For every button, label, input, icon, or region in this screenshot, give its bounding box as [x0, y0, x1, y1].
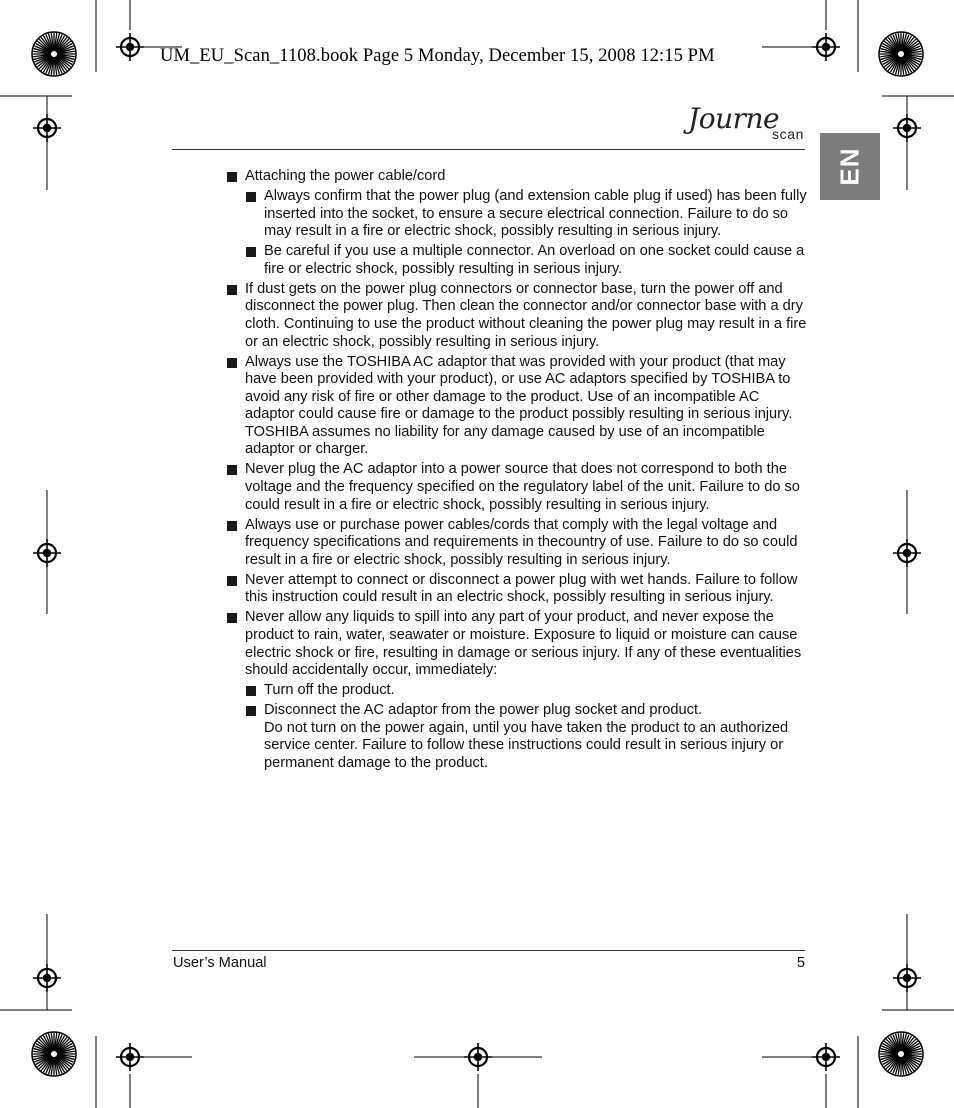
logo-script-text: Journe — [688, 102, 780, 135]
list-item — [226, 281, 810, 351]
square-bullet-icon — [246, 706, 256, 716]
list-item-text: If dust gets on the power plug connectors or connector base, turn the power off and disconnect the power plug. Then clean the connector and/or connector base with a dry cloth. Continuing to use the product without cleaning the power plug may result in a fire or an electric shock, possibly resulting in serious injury. — [245, 280, 807, 350]
list-item — [226, 168, 810, 186]
list-item — [226, 609, 810, 679]
square-bullet-icon — [246, 686, 256, 696]
language-tab-label: EN — [834, 147, 865, 186]
list-item — [245, 243, 810, 278]
journe-scan-logo — [684, 100, 810, 150]
list-item — [226, 354, 810, 460]
square-bullet-icon — [227, 576, 237, 586]
square-bullet-icon — [227, 172, 237, 182]
square-bullet-icon — [227, 285, 237, 295]
list-item-text: Be careful if you use a multiple connector. An overload on one socket could cause a fire or electric shock, possibly resulting in serious injury. — [264, 243, 805, 277]
square-bullet-icon — [227, 465, 237, 475]
header-rule — [172, 149, 805, 150]
footer-rule — [172, 950, 805, 951]
list-item — [226, 572, 810, 607]
list-item — [226, 517, 810, 570]
list-item-text: Turn off the product. — [264, 682, 395, 699]
list-item — [226, 461, 810, 514]
list-item-text: Never allow any liquids to spill into any part of your product, and never expose the product to rain, water, seawater or moisture. Exposure to liquid or moisture can cause electric shock or fire, resulting in damage or serious injury. If any of these eventualities should accidentally occur, immediately: — [245, 609, 802, 679]
print-slug-line: UM_EU_Scan_1108.book Page 5 Monday, December 15, 2008 12:15 PM — [160, 46, 715, 66]
footer-manual-title: User’s Manual — [173, 955, 267, 971]
list-item-text: Always use the TOSHIBA AC adaptor that was provided with your product (that may have been provided with your product), or use AC adaptors specified by TOSHIBA to avoid any risk of fire or other damage to the product. Use of an incompatible AC adaptor could cause fire or damage to the product possibly resulting in serious injury. TOSHIBA assumes no liability for any damage caused by use of an incompatible adaptor or charger. — [245, 353, 793, 458]
language-tab — [820, 133, 880, 200]
list-item-text: Always confirm that the power plug (and extension cable plug if used) has been fully inserted into the socket, to ensure a secure electrical connection. Failure to do so may result in a fire or electric shock, possibly resulting in serious injury. — [264, 187, 807, 240]
safety-instructions — [226, 168, 810, 775]
square-bullet-icon — [227, 358, 237, 368]
list-item-text: Never attempt to connect or disconnect a power plug with wet hands. Failure to follow this instruction could result in an electric shock, possibly resulting in serious injury. — [245, 571, 798, 606]
list-item-text: Disconnect the AC adaptor from the power plug socket and product. — [264, 702, 703, 719]
list-item-text: Never plug the AC adaptor into a power source that does not correspond to both the voltage and the frequency specified on the regulatory label of the unit. Failure to do so could result in a fire or electric shock, possibly resulting in serious injury. — [245, 461, 800, 513]
list-item — [245, 188, 810, 241]
square-bullet-icon — [246, 192, 256, 202]
list-item — [245, 702, 810, 772]
list-item-text: Attaching the power cable/cord — [245, 168, 446, 184]
square-bullet-icon — [246, 247, 256, 257]
list-item — [245, 682, 810, 700]
list-item-text: Always use or purchase power cables/cords that comply with the legal voltage and frequency specifications and requirements in thecountry of use. Failure to do so could result in a fire or electric shock, possibly resulting in serious injury. — [245, 516, 798, 568]
list-item-continuation: Do not turn on the power again, until you have taken the product to an authorized service center. Failure to follow these instructions could result in serious injury or permanent damage to the product. — [264, 719, 789, 771]
logo-scan-text: scan — [772, 126, 804, 142]
square-bullet-icon — [227, 613, 237, 623]
square-bullet-icon — [227, 521, 237, 531]
page-number: 5 — [796, 955, 805, 971]
